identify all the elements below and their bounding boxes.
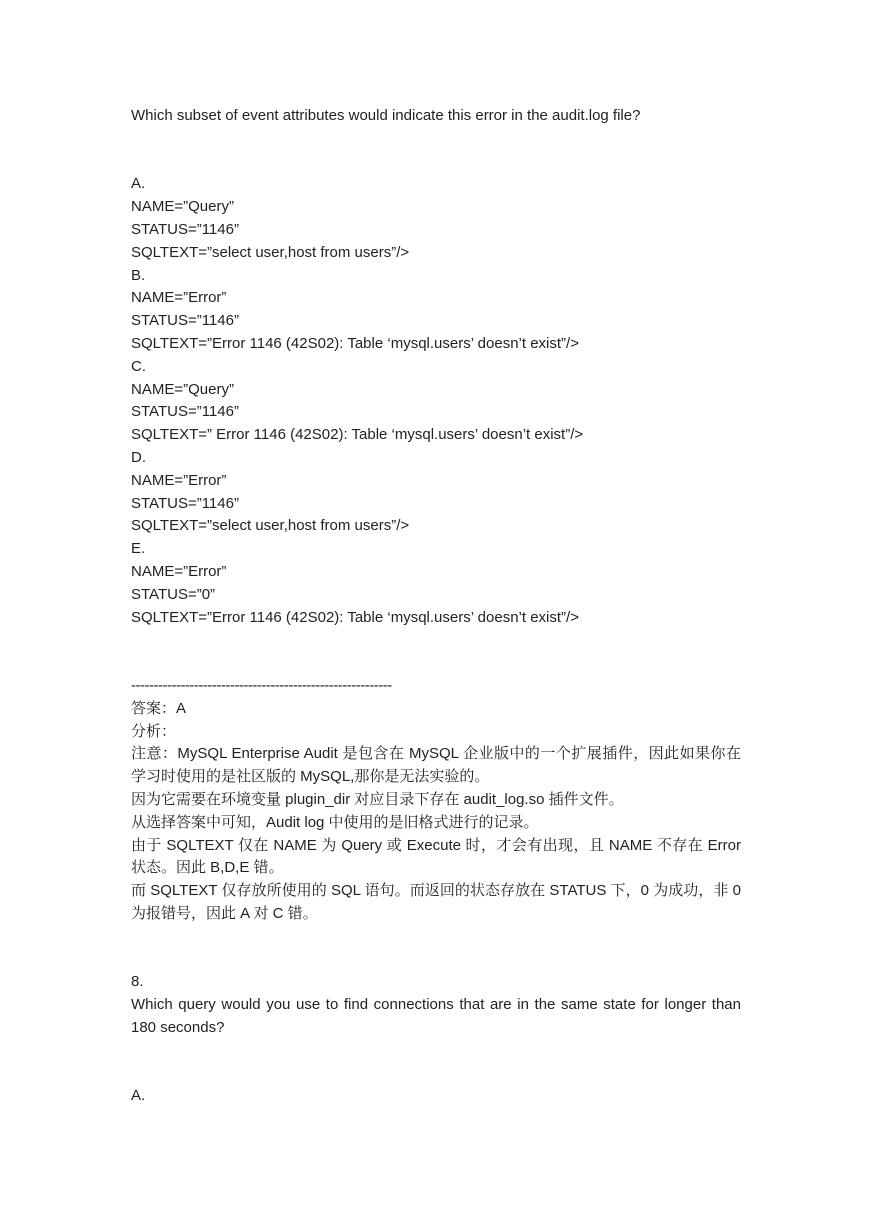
option-line: SQLTEXT=”select user,host from users”/> (131, 517, 410, 535)
analysis-paragraph: 注意：MySQL Enterprise Audit 是包含在 MySQL 企业版中的一个扩展插件，因此如果你在学习时使用的是社区版的 MySQL,那你是无法实验的。 (131, 745, 741, 786)
analysis-paragraph: 从选择答案中可知，Audit log 中使用的是旧格式进行的记录。 (131, 813, 539, 831)
option-a (131, 173, 741, 264)
spacer (131, 128, 741, 174)
question-8-prompt: Which query would you use to find connections that are in the same state for longer than 180 seconds? (131, 996, 741, 1036)
question-number: 8. (131, 973, 144, 991)
option-letter: A. (131, 1087, 146, 1105)
answer-line: 答案：A (131, 699, 187, 717)
option-c (131, 356, 741, 447)
option-b (131, 265, 741, 356)
option-letter: D. (131, 448, 146, 466)
option-letter: B. (131, 266, 146, 284)
analysis-paragraph: 由于 SQLTEXT 仅在 NAME 为 Query 或 Execute 时，才会有出现，且 NAME 不存在 Error 状态。因此 B,D,E 错。 (131, 836, 741, 877)
answer-section (131, 675, 741, 926)
option-line: NAME=”Error” (131, 289, 227, 307)
analysis-paragraph: 而 SQLTEXT 仅存放所使用的 SQL 语句。而返回的状态存放在 STATUS 下，0 为成功，非 0 为报错号，因此 A 对 C 错。 (131, 882, 741, 922)
option-line: STATUS=”1146” (131, 494, 239, 512)
spacer (131, 1040, 741, 1086)
analysis-label: 分析： (131, 722, 177, 740)
question-8 (131, 971, 741, 1108)
option-line: STATUS=”1146” (131, 312, 239, 330)
analysis-paragraph: 因为它需要在环境变量 plugin_dir 对应目录下存在 audit_log.so 插件文件。 (131, 790, 624, 808)
option-e (131, 538, 741, 629)
option-d (131, 447, 741, 538)
option-line: SQLTEXT=” Error 1146 (42S02): Table ‘mysql.users’ doesn’t exist”/> (131, 426, 584, 444)
option-line: STATUS=”1146” (131, 220, 239, 238)
option-line: NAME=”Query” (131, 380, 234, 398)
option-line: NAME=”Error” (131, 562, 227, 580)
question-7-options (131, 173, 741, 629)
option-letter: C. (131, 357, 146, 375)
option-line: SQLTEXT=”Error 1146 (42S02): Table ‘mysql.users’ doesn’t exist”/> (131, 334, 579, 352)
option-line: STATUS=”1146” (131, 403, 239, 421)
divider: ---------------------------------------------------------- (131, 676, 392, 694)
option-line: SQLTEXT=”select user,host from users”/> (131, 243, 410, 261)
option-line: SQLTEXT=”Error 1146 (42S02): Table ‘mysql.users’ doesn’t exist”/> (131, 608, 579, 626)
option-letter: A. (131, 175, 146, 193)
document-page (131, 105, 741, 1108)
option-line: NAME=”Query” (131, 198, 234, 216)
spacer (131, 926, 741, 972)
spacer (131, 629, 741, 675)
option-line: NAME=”Error” (131, 471, 227, 489)
option-line: STATUS=”0” (131, 585, 216, 603)
option-letter: E. (131, 540, 146, 558)
question-7-prompt: Which subset of event attributes would indicate this error in the audit.log file? (131, 107, 641, 124)
